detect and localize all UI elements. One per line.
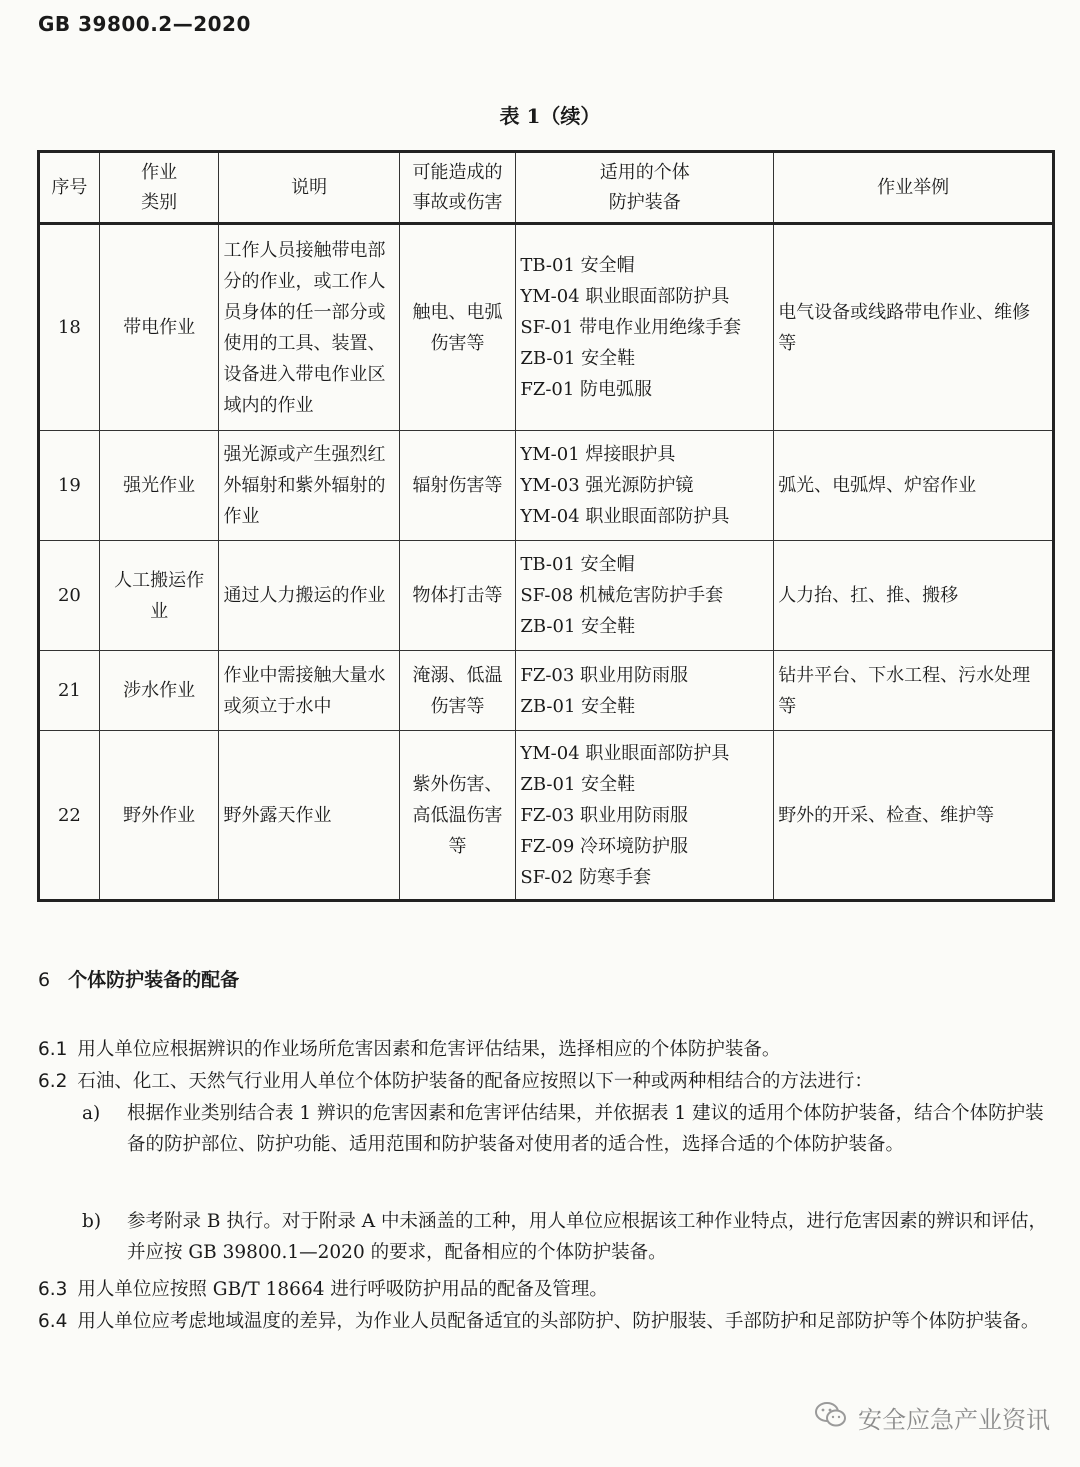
row-category: 野外作业 [99,731,219,901]
clause-6-4 [38,1306,1053,1337]
standard-number: GB 39800.2—2020 [38,12,251,36]
row-description: 通过人力搬运的作业 [219,541,399,651]
col-header-ppe [516,152,774,224]
section-number: 6 [38,969,51,991]
row-no: 21 [39,651,100,731]
item-text: 参考附录 B 执行。对于附录 A 中未涵盖的工种，用人单位应根据该工种作业特点，进行危害因素的辨识和评估，并应按 GB 39800.1—2020 的要求，配备相应的个体防护装备。 [127,1211,1047,1263]
row-description: 强光源或产生强烈红外辐射和紫外辐射的作业 [219,431,399,541]
clause-text: 石油、化工、天然气行业用人单位个体防护装备的配备应按照以下一种或两种相结合的方法进行： [77,1071,873,1092]
ppe-item: ZB-01 安全鞋 [520,348,636,369]
ppe-item: SF-08 机械危害防护手套 [520,585,724,606]
table-row [39,731,1054,901]
row-ppe [516,731,774,901]
col-header-hazard-line2: 事故或伤害 [412,191,503,213]
row-category: 强光作业 [99,431,219,541]
col-header-ppe-line2: 防护装备 [608,191,681,213]
row-hazard: 辐射伤害等 [399,431,516,541]
row-example: 野外的开采、检查、维护等 [774,731,1054,901]
ppe-item: TB-01 安全帽 [520,554,635,575]
ppe-item: ZB-01 安全鞋 [520,773,636,795]
ppe-item: ZB-01 安全鞋 [520,695,636,717]
row-ppe [516,431,774,541]
wechat-icon [814,1401,848,1435]
row-ppe [516,224,774,431]
clause-6-3 [38,1274,1053,1305]
ppe-table [37,150,1055,902]
col-header-category-line2: 类别 [141,191,178,213]
row-example: 电气设备或线路带电作业、维修等 [774,224,1054,431]
row-hazard: 触电、电弧伤害等 [399,224,516,431]
row-description: 工作人员接触带电部分的作业，或工作人员身体的任一部分或使用的工具、装置、设备进入带电作业区域内的作业 [219,224,399,431]
row-no: 22 [39,731,100,901]
col-header-example: 作业举例 [774,152,1054,224]
col-header-category-line1: 作业 [141,161,178,183]
row-no: 20 [39,541,100,651]
col-header-ppe-line1: 适用的个体 [599,161,690,183]
ppe-item: ZB-01 安全鞋 [520,616,636,637]
clause-6-2 [38,1066,1053,1097]
ppe-item: YM-01 焊接眼护具 [520,444,676,465]
col-header-description: 说明 [219,152,399,224]
item-marker: a) [82,1103,101,1124]
clause-6-2-item-b [82,1206,1057,1268]
row-ppe [516,651,774,731]
col-header-no: 序号 [39,152,100,224]
clause-6-2-item-a [82,1098,1057,1160]
ppe-item: SF-02 防寒手套 [520,866,652,888]
col-header-category [99,152,219,224]
row-no: 18 [39,224,100,431]
row-category: 涉水作业 [99,651,219,731]
row-hazard: 物体打击等 [399,541,516,651]
watermark [814,1400,1050,1435]
ppe-item: FZ-09 冷环境防护服 [520,835,689,857]
ppe-item: YM-04 职业眼面部防护具 [520,506,730,527]
table-header-row [39,152,1054,224]
clause-text: 用人单位应按照 GB/T 18664 进行呼吸防护用品的配备及管理。 [77,1279,608,1300]
table-row [39,541,1054,651]
row-hazard: 紫外伤害、高低温伤害等 [399,731,516,901]
section-heading [38,965,239,992]
ppe-item: YM-03 强光源防护镜 [520,475,694,496]
table-row [39,431,1054,541]
col-header-hazard [399,152,516,224]
row-ppe [516,541,774,651]
table-title: 表 1（续） [499,104,601,128]
ppe-item: YM-04 职业眼面部防护具 [520,286,730,307]
row-description: 野外露天作业 [219,731,399,901]
clause-number: 6.3 [38,1279,68,1300]
row-hazard: 淹溺、低温伤害等 [399,651,516,731]
ppe-item: SF-01 带电作业用绝缘手套 [520,317,742,338]
row-example: 弧光、电弧焊、炉窑作业 [774,431,1054,541]
ppe-item: TB-01 安全帽 [520,255,635,276]
ppe-item: YM-04 职业眼面部防护具 [520,742,730,764]
ppe-item: FZ-03 职业用防雨服 [520,804,689,826]
row-example: 人力抬、扛、推、搬移 [774,541,1054,651]
clause-number: 6.2 [38,1071,68,1092]
row-description: 作业中需接触大量水或须立于水中 [219,651,399,731]
clause-number: 6.1 [38,1039,68,1060]
item-marker: b) [82,1211,102,1232]
clause-6-1 [38,1034,1053,1065]
ppe-item: FZ-01 防电弧服 [520,379,653,400]
clause-text: 用人单位应考虑地域温度的差异，为作业人员配备适宜的头部防护、防护服装、手部防护和足部防护等个体防护装备。 [77,1311,1040,1332]
clause-text: 用人单位应根据辨识的作业场所危害因素和危害评估结果，选择相应的个体防护装备。 [77,1039,781,1060]
row-no: 19 [39,431,100,541]
col-header-hazard-line1: 可能造成的 [412,161,503,183]
ppe-item: FZ-03 职业用防雨服 [520,664,689,686]
section-title: 个体防护装备的配备 [68,969,240,991]
row-category: 人工搬运作业 [99,541,219,651]
clause-number: 6.4 [38,1311,68,1332]
item-text: 根据作业类别结合表 1 辨识的危害因素和危害评估结果，并依据表 1 建议的适用个体防护装备，结合个体防护装备的防护部位、防护功能、适用范围和防护装备对使用者的适合性，选择合适的个体防护装备。 [127,1103,1044,1155]
row-category: 带电作业 [99,224,219,431]
watermark-text: 安全应急产业资讯 [858,1406,1050,1434]
row-example: 钻井平台、下水工程、污水处理等 [774,651,1054,731]
table-row [39,224,1054,431]
table-row [39,651,1054,731]
